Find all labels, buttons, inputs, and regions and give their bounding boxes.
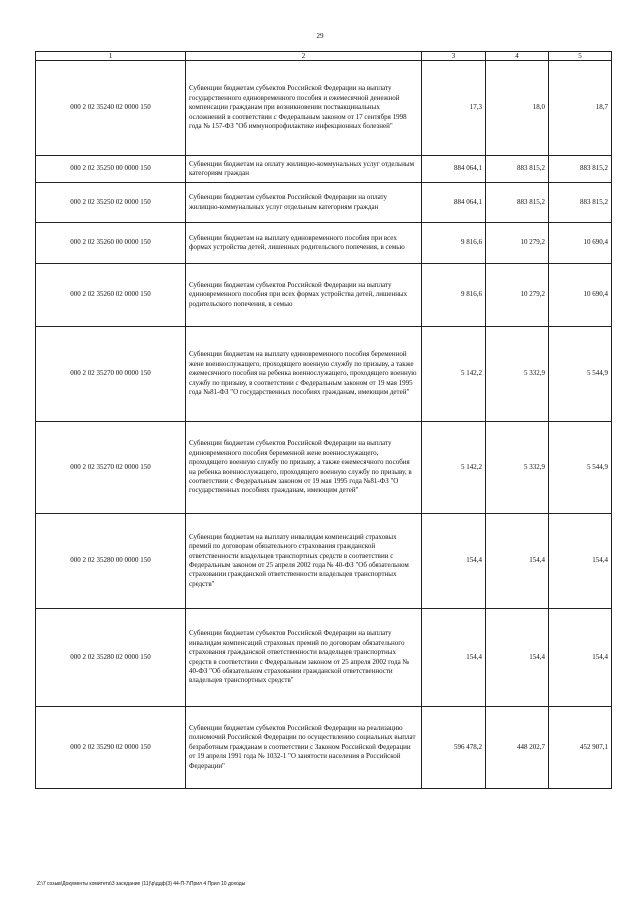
footer-file-path: Z:\7 созыв\Документы комитета\3 заседание (11)\р\ддф(3) 44-П-7\Прил 4 Прил 10 доходы xyxy=(37,881,246,887)
table-row xyxy=(36,609,612,707)
column-header: 5 xyxy=(549,52,612,61)
value-col-4: 5 332,9 xyxy=(486,327,549,422)
revenue-description: Субвенции бюджетам субъектов Российской Федерации на оплату жилищно-коммунальных услуг отдельным категориям граждан xyxy=(186,183,422,223)
budget-code: 000 2 02 35270 02 0000 150 xyxy=(36,422,186,514)
table-row xyxy=(36,156,612,183)
revenue-description: Субвенции бюджетам субъектов Российской Федерации на выплату единовременного пособия при всех формах устройства детей, лишенных родительского попечения, в семью xyxy=(186,264,422,327)
column-header: 2 xyxy=(186,52,422,61)
revenue-description: Субвенции бюджетам на выплату инвалидам компенсаций страховых премий по договорам обязательного страхования гражданской ответственности владельцев транспортных средств в соответствии с Федеральным законом от 25 апреля 2002 года № 40-ФЗ "Об обязательном страховании гражданской ответственности владельцев транспортных средств" xyxy=(186,514,422,609)
budget-code: 000 2 02 35290 02 0000 150 xyxy=(36,707,186,789)
revenue-description: Субвенции бюджетам на выплату единовременного пособия при всех формах устройства детей, лишенных родительского попечения, в семью xyxy=(186,223,422,264)
value-col-4: 5 332,9 xyxy=(486,422,549,514)
column-header: 3 xyxy=(422,52,486,61)
value-col-4: 10 279,2 xyxy=(486,223,549,264)
value-col-5: 154,4 xyxy=(549,514,612,609)
value-col-3: 154,4 xyxy=(422,514,486,609)
value-col-4: 10 279,2 xyxy=(486,264,549,327)
table-row xyxy=(36,61,612,156)
table-row xyxy=(36,183,612,223)
value-col-3: 5 142,2 xyxy=(422,327,486,422)
value-col-5: 5 544,9 xyxy=(549,422,612,514)
budget-code: 000 2 02 35250 00 0000 150 xyxy=(36,156,186,183)
budget-code: 000 2 02 35280 02 0000 150 xyxy=(36,609,186,707)
table-row xyxy=(36,707,612,789)
value-col-3: 17,3 xyxy=(422,61,486,156)
value-col-3: 884 064,1 xyxy=(422,183,486,223)
revenue-description: Субвенции бюджетам на выплату единовременного пособия беременной жене военнослужащего, проходящего военную службу по призыву, а также ежемесячного пособия на ребенка военнослужащего, проходящего военную службу по призыву, в соответствии с Федеральным законом от 19 мая 1995 года №81-ФЗ "О государственных пособиях гражданам, имеющим детей" xyxy=(186,327,422,422)
revenue-description: Субвенции бюджетам субъектов Российской Федерации на выплату государственного единовременного пособия и ежемесячной денежной компенсации гражданам при возникновении поствакцинальных осложнений в соответствии с Федеральным законом от 17 сентября 1998 года № 157-ФЗ "Об иммунопрофилактике инфекционных болезней" xyxy=(186,61,422,156)
value-col-5: 883 815,2 xyxy=(549,183,612,223)
value-col-5: 452 907,1 xyxy=(549,707,612,789)
table-row xyxy=(36,514,612,609)
budget-code: 000 2 02 35240 02 0000 150 xyxy=(36,61,186,156)
value-col-4: 18,0 xyxy=(486,61,549,156)
budget-code: 000 2 02 35280 00 0000 150 xyxy=(36,514,186,609)
value-col-3: 9 816,6 xyxy=(422,264,486,327)
page-number: 29 xyxy=(316,32,324,40)
value-col-4: 883 815,2 xyxy=(486,156,549,183)
budget-code: 000 2 02 35250 02 0000 150 xyxy=(36,183,186,223)
value-col-3: 154,4 xyxy=(422,609,486,707)
budget-revenue-table xyxy=(35,51,612,789)
value-col-5: 10 690,4 xyxy=(549,264,612,327)
value-col-3: 9 816,6 xyxy=(422,223,486,264)
value-col-4: 448 202,7 xyxy=(486,707,549,789)
value-col-3: 884 064,1 xyxy=(422,156,486,183)
value-col-3: 596 478,2 xyxy=(422,707,486,789)
value-col-4: 154,4 xyxy=(486,514,549,609)
value-col-4: 883 815,2 xyxy=(486,183,549,223)
budget-code: 000 2 02 35260 02 0000 150 xyxy=(36,264,186,327)
value-col-5: 5 544,9 xyxy=(549,327,612,422)
table-row xyxy=(36,264,612,327)
table-row xyxy=(36,422,612,514)
revenue-description: Субвенции бюджетам субъектов Российской Федерации на выплату единовременного пособия беременной жене военнослужащего, проходящего военную службу по призыву, а также ежемесячного пособия на ребенка военнослужащего, проходящего военную службу по призыву, в соответствии с Федеральным законом от 19 мая 1995 года №81-ФЗ "О государственных пособиях гражданам, имеющим детей" xyxy=(186,422,422,514)
column-header: 4 xyxy=(486,52,549,61)
table-row xyxy=(36,327,612,422)
value-col-4: 154,4 xyxy=(486,609,549,707)
value-col-5: 154,4 xyxy=(549,609,612,707)
value-col-5: 18,7 xyxy=(549,61,612,156)
budget-code: 000 2 02 35270 00 0000 150 xyxy=(36,327,186,422)
table-header-row xyxy=(36,52,612,61)
revenue-description: Субвенции бюджетам субъектов Российской Федерации на выплату инвалидам компенсаций страховых премий по договорам обязательного страхования гражданской ответственности владельцев транспортных средств в соответствии с Федеральным законом от 25 апреля 2002 года № 40-ФЗ "Об обязательном страховании гражданской ответственности владельцев транспортных средств" xyxy=(186,609,422,707)
value-col-5: 883 815,2 xyxy=(549,156,612,183)
value-col-5: 10 690,4 xyxy=(549,223,612,264)
table-row xyxy=(36,223,612,264)
value-col-3: 5 142,2 xyxy=(422,422,486,514)
revenue-description: Субвенции бюджетам субъектов Российской Федерации на реализацию полномочий Российской Федерации по осуществлению социальных выплат безработным гражданам в соответствии с Законом Российской Федерации от 19 апреля 1991 года № 1032-1 "О занятости населения в Российской Федерации" xyxy=(186,707,422,789)
revenue-description: Субвенции бюджетам на оплату жилищно-коммунальных услуг отдельным категориям граждан xyxy=(186,156,422,183)
budget-code: 000 2 02 35260 00 0000 150 xyxy=(36,223,186,264)
column-header: 1 xyxy=(36,52,186,61)
